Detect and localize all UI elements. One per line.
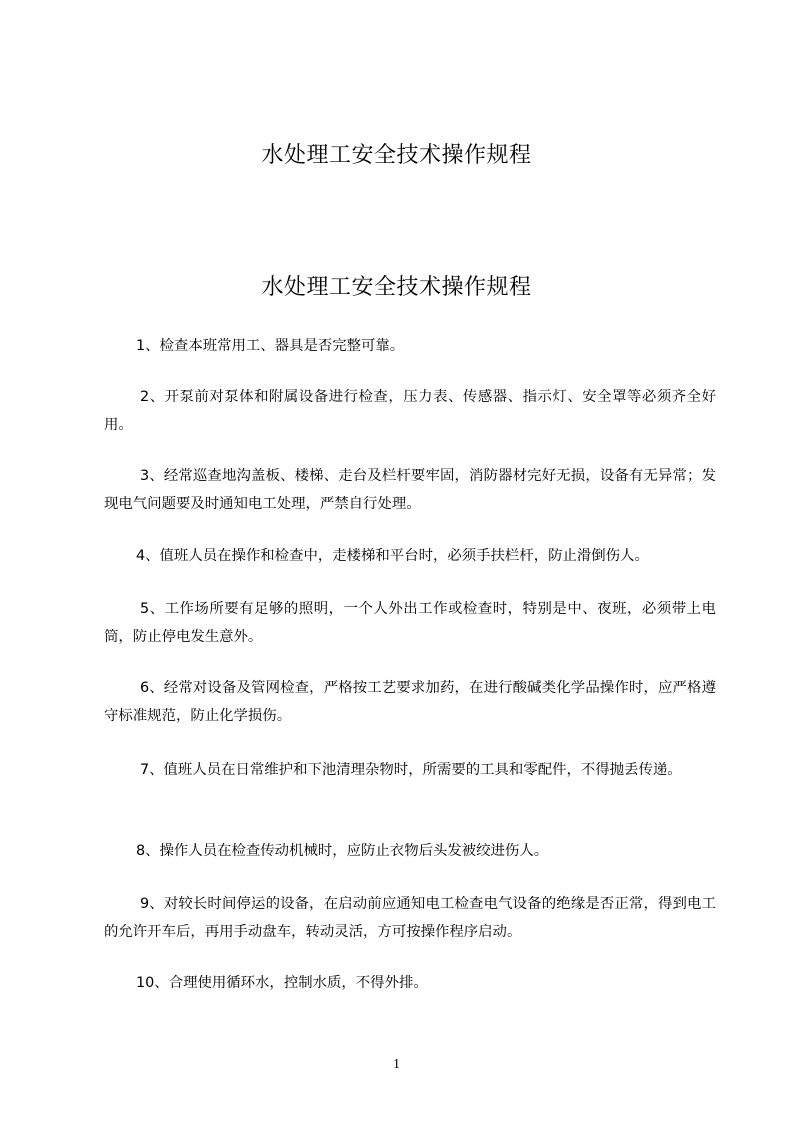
rule-item-10: 10、合理使用循环水，控制水质，不得外排。 xyxy=(136,975,428,991)
document-main-title: 水处理工安全技术操作规程 xyxy=(261,275,532,300)
page-number: 1 xyxy=(393,1057,400,1072)
document-header-title: 水处理工安全技术操作规程 xyxy=(261,143,532,168)
rule-item-3: 3、经常巡查地沟盖板、楼梯、走台及栏杆要牢固，消防器材完好无损，设备有无异常；发现电气问题要及时通知电工处理，严禁自行处理。 xyxy=(104,468,716,512)
rule-item-1: 1、检查本班常用工、器具是否完整可靠。 xyxy=(136,338,405,354)
rule-item-7: 7、值班人员在日常维护和下池清理杂物时，所需要的工具和零配件，不得抛丢传递。 xyxy=(140,762,682,778)
rule-item-5: 5、工作场所要有足够的照明，一个人外出工作或检查时，特别是中、夜班，必须带上电筒，防止停电发生意外。 xyxy=(104,601,716,645)
rule-item-2: 2、开泵前对泵体和附属设备进行检查，压力表、传感器、指示灯、安全罩等必须齐全好用。 xyxy=(104,389,716,433)
rule-item-6: 6、经常对设备及管网检查，严格按工艺要求加药，在进行酸碱类化学品操作时，应严格遵守标准规范，防止化学损伤。 xyxy=(104,680,716,724)
rule-item-4: 4、值班人员在操作和检查中，走楼梯和平台时，必须手扶栏杆，防止滑倒伤人。 xyxy=(136,548,649,564)
rule-item-8: 8、操作人员在检查传动机械时，应防止衣物后头发被绞进伤人。 xyxy=(136,843,549,859)
rule-item-9: 9、对较长时间停运的设备，在启动前应通知电工检查电气设备的绝缘是否正常，得到电工的允许开车后，再用手动盘车，转动灵活，方可按操作程序启动。 xyxy=(104,896,716,940)
